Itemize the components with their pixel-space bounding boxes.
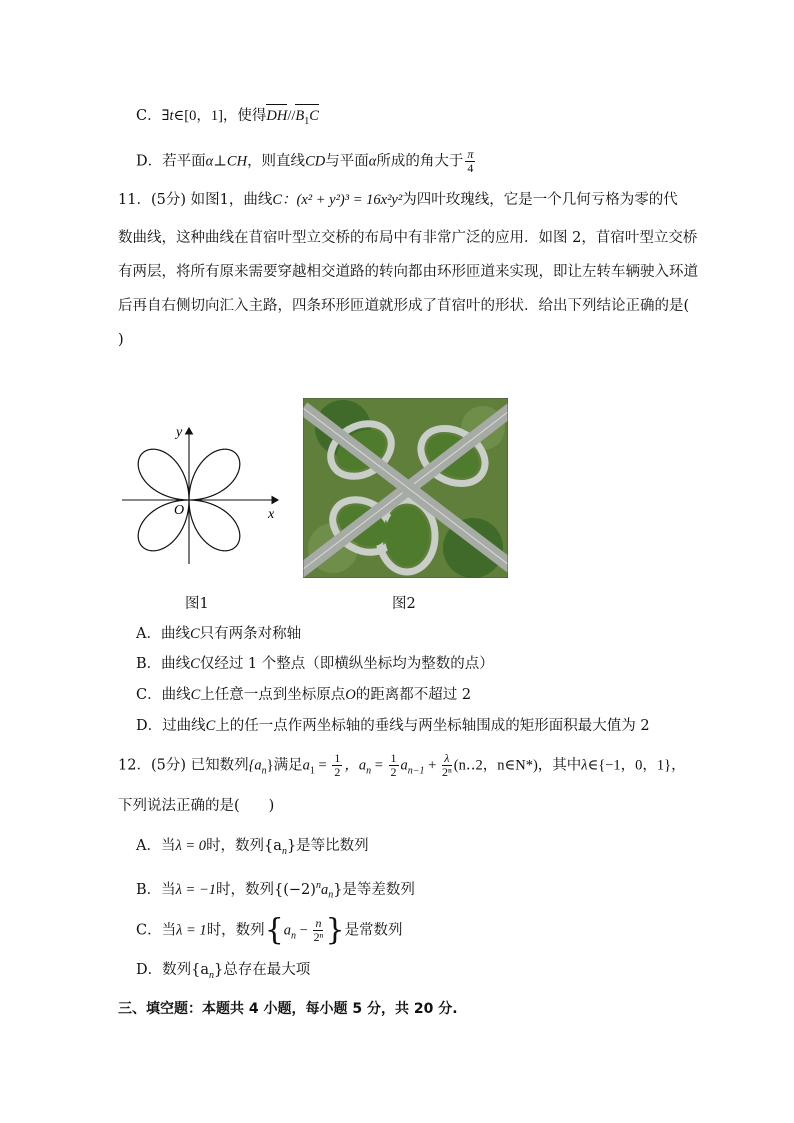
y-axis-label: y [176,425,183,440]
origin-label: O [174,503,185,518]
section-3-heading: 三、填空题：本题共 4 小题，每小题 5 分，共 20 分. [118,1001,458,1017]
q11-option-a: A．曲线C只有两条对称轴 [136,626,302,642]
q12-option-b: B．当λ = −1时，数列$\{(-2)^na_n\}$是等差数列 [136,880,415,901]
q11-option-c: C．曲线C上任意一点到坐标原点O的距离都不超过 2 [136,687,472,703]
q12-stem-line2: 下列说法正确的是( ) [118,798,275,814]
q12-option-d: D．数列$\{a_n\}$总存在最大项 [136,962,311,981]
figure-1-caption: 图1 [185,596,209,612]
figure-2-caption: 图2 [392,596,416,612]
q10-option-c: C．∃t∈[0，1]，使得$DH//B_1C$ [136,106,319,132]
q10-option-d: D．若平面α⊥CH，则直线CD与平面α所成的角大于 $\frac{\pi}{4}$ [136,147,474,175]
q11-option-b: B．曲线C仅经过 1 个整点（即横纵坐标均为整数的点） [136,656,494,672]
q11-stem-line5: ) [118,332,124,348]
q11-stem-line1: 11．(5分) 如图1，曲线C：(x² + y²)³ = 16x²y²为四叶玫瑰线，它是一个几何亏格为零的代 [118,192,678,208]
figure-2-cloverleaf-interchange-photo [303,398,508,578]
q12-option-a: A．当λ = 0时，数列$\{a_n\}$是等比数列 [136,838,369,857]
x-axis-label: x [268,507,275,522]
q11-stem-line4: 后再自右侧切向汇入主路，四条环形匝道就形成了苜宿叶的形状．给出下列结论正确的是( [118,298,690,314]
q12-stem-line1: 12．(5分) 已知数列$\{a_n\}$满足$a_1$ = $\frac{1}{2}$ ，$a_n$ = $\frac{1}{2}$ $a_{n-1}$ + $\frac{\lambda}{\text{2ⁿ}}$ (n‥2，n∈N*)，其中λ∈{−1，0，1}， [118,751,686,779]
q11-stem-line3: 有两层，将所有原来需要穿越相交道路的转向都由环形匝道来实现，即让左转车辆驶入环道 [118,264,698,280]
q12-option-c: C．当λ = 1时，数列{$a_n$ − $\frac{n}{\text{2ⁿ}}$ }是常数列 [136,912,403,948]
q11-option-d: D．过曲线C上的任一点作两坐标轴的垂线与两坐标轴围成的矩形面积最大值为 2 [136,718,650,734]
q11-stem-line2: 数曲线，这种曲线在苜宿叶型立交桥的布局中有非常广泛的应用．如图 2，苜宿叶型立交桥 [118,230,698,246]
figure-1-four-leaf-rose [118,420,288,570]
